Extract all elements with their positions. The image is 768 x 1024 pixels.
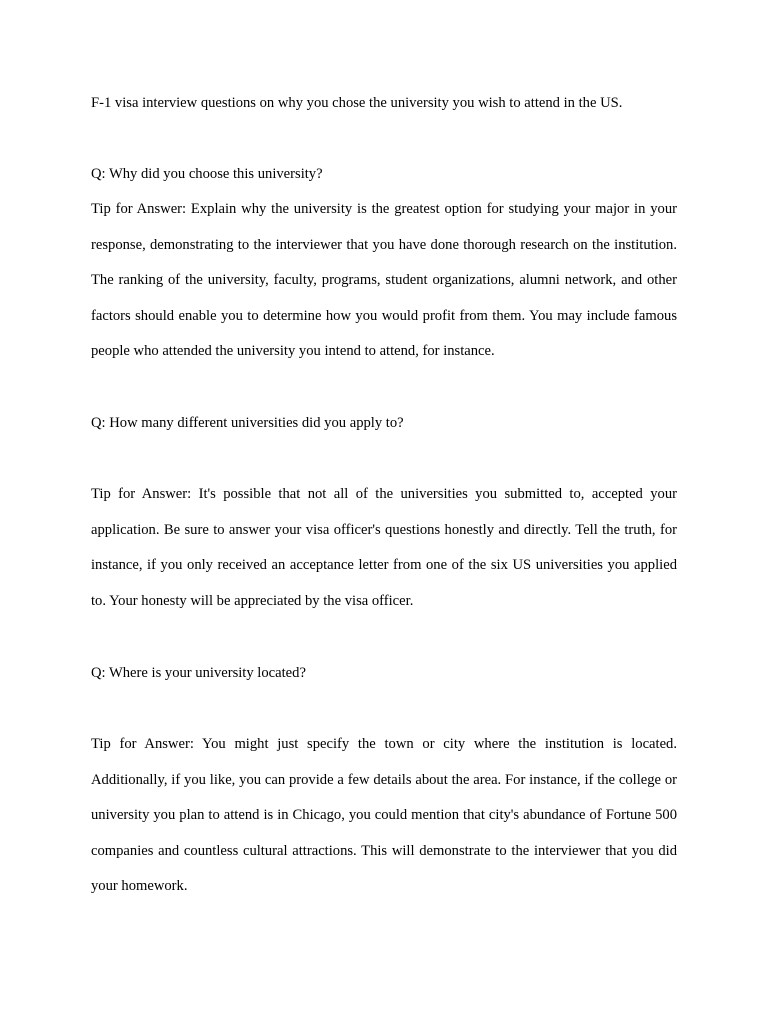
tip-answer-2: Tip for Answer: It's possible that not all of the universities you submitted to, accepted your application. Be sure to answer your visa officer's questions honestly and directly. Tell the truth, for instance, if you only received an acceptance letter from one of the six US universities you applied to. Your honesty will be appreciated by the visa officer. — [91, 486, 677, 609]
document-title: F-1 visa interview questions on why you chose the university you wish to attend in the US. — [91, 95, 623, 111]
tip-answer-1: Tip for Answer: Explain why the university is the greatest option for studying your major in your response, demonstrating to the interviewer that you have done thorough research on the institution. The ranking of the university, faculty, programs, student organizations, alumni network, and other factors should enable you to determine how you would profit from them. You may include famous people who attended the university you intend to attend, for instance. — [91, 201, 677, 360]
question-3: Q: Where is your university located? — [91, 665, 306, 681]
tip-answer-3: Tip for Answer: You might just specify the town or city where the institution is located. Additionally, if you like, you can provide a few details about the area. For instance, if the college or university you plan to attend is in Chicago, you could mention that city's abundance of Fortune 500 companies and countless cultural attractions. This will demonstrate to the interviewer that you did your homework. — [91, 736, 677, 895]
question-1: Q: Why did you choose this university? — [91, 166, 323, 182]
question-2: Q: How many different universities did you apply to? — [91, 415, 404, 431]
